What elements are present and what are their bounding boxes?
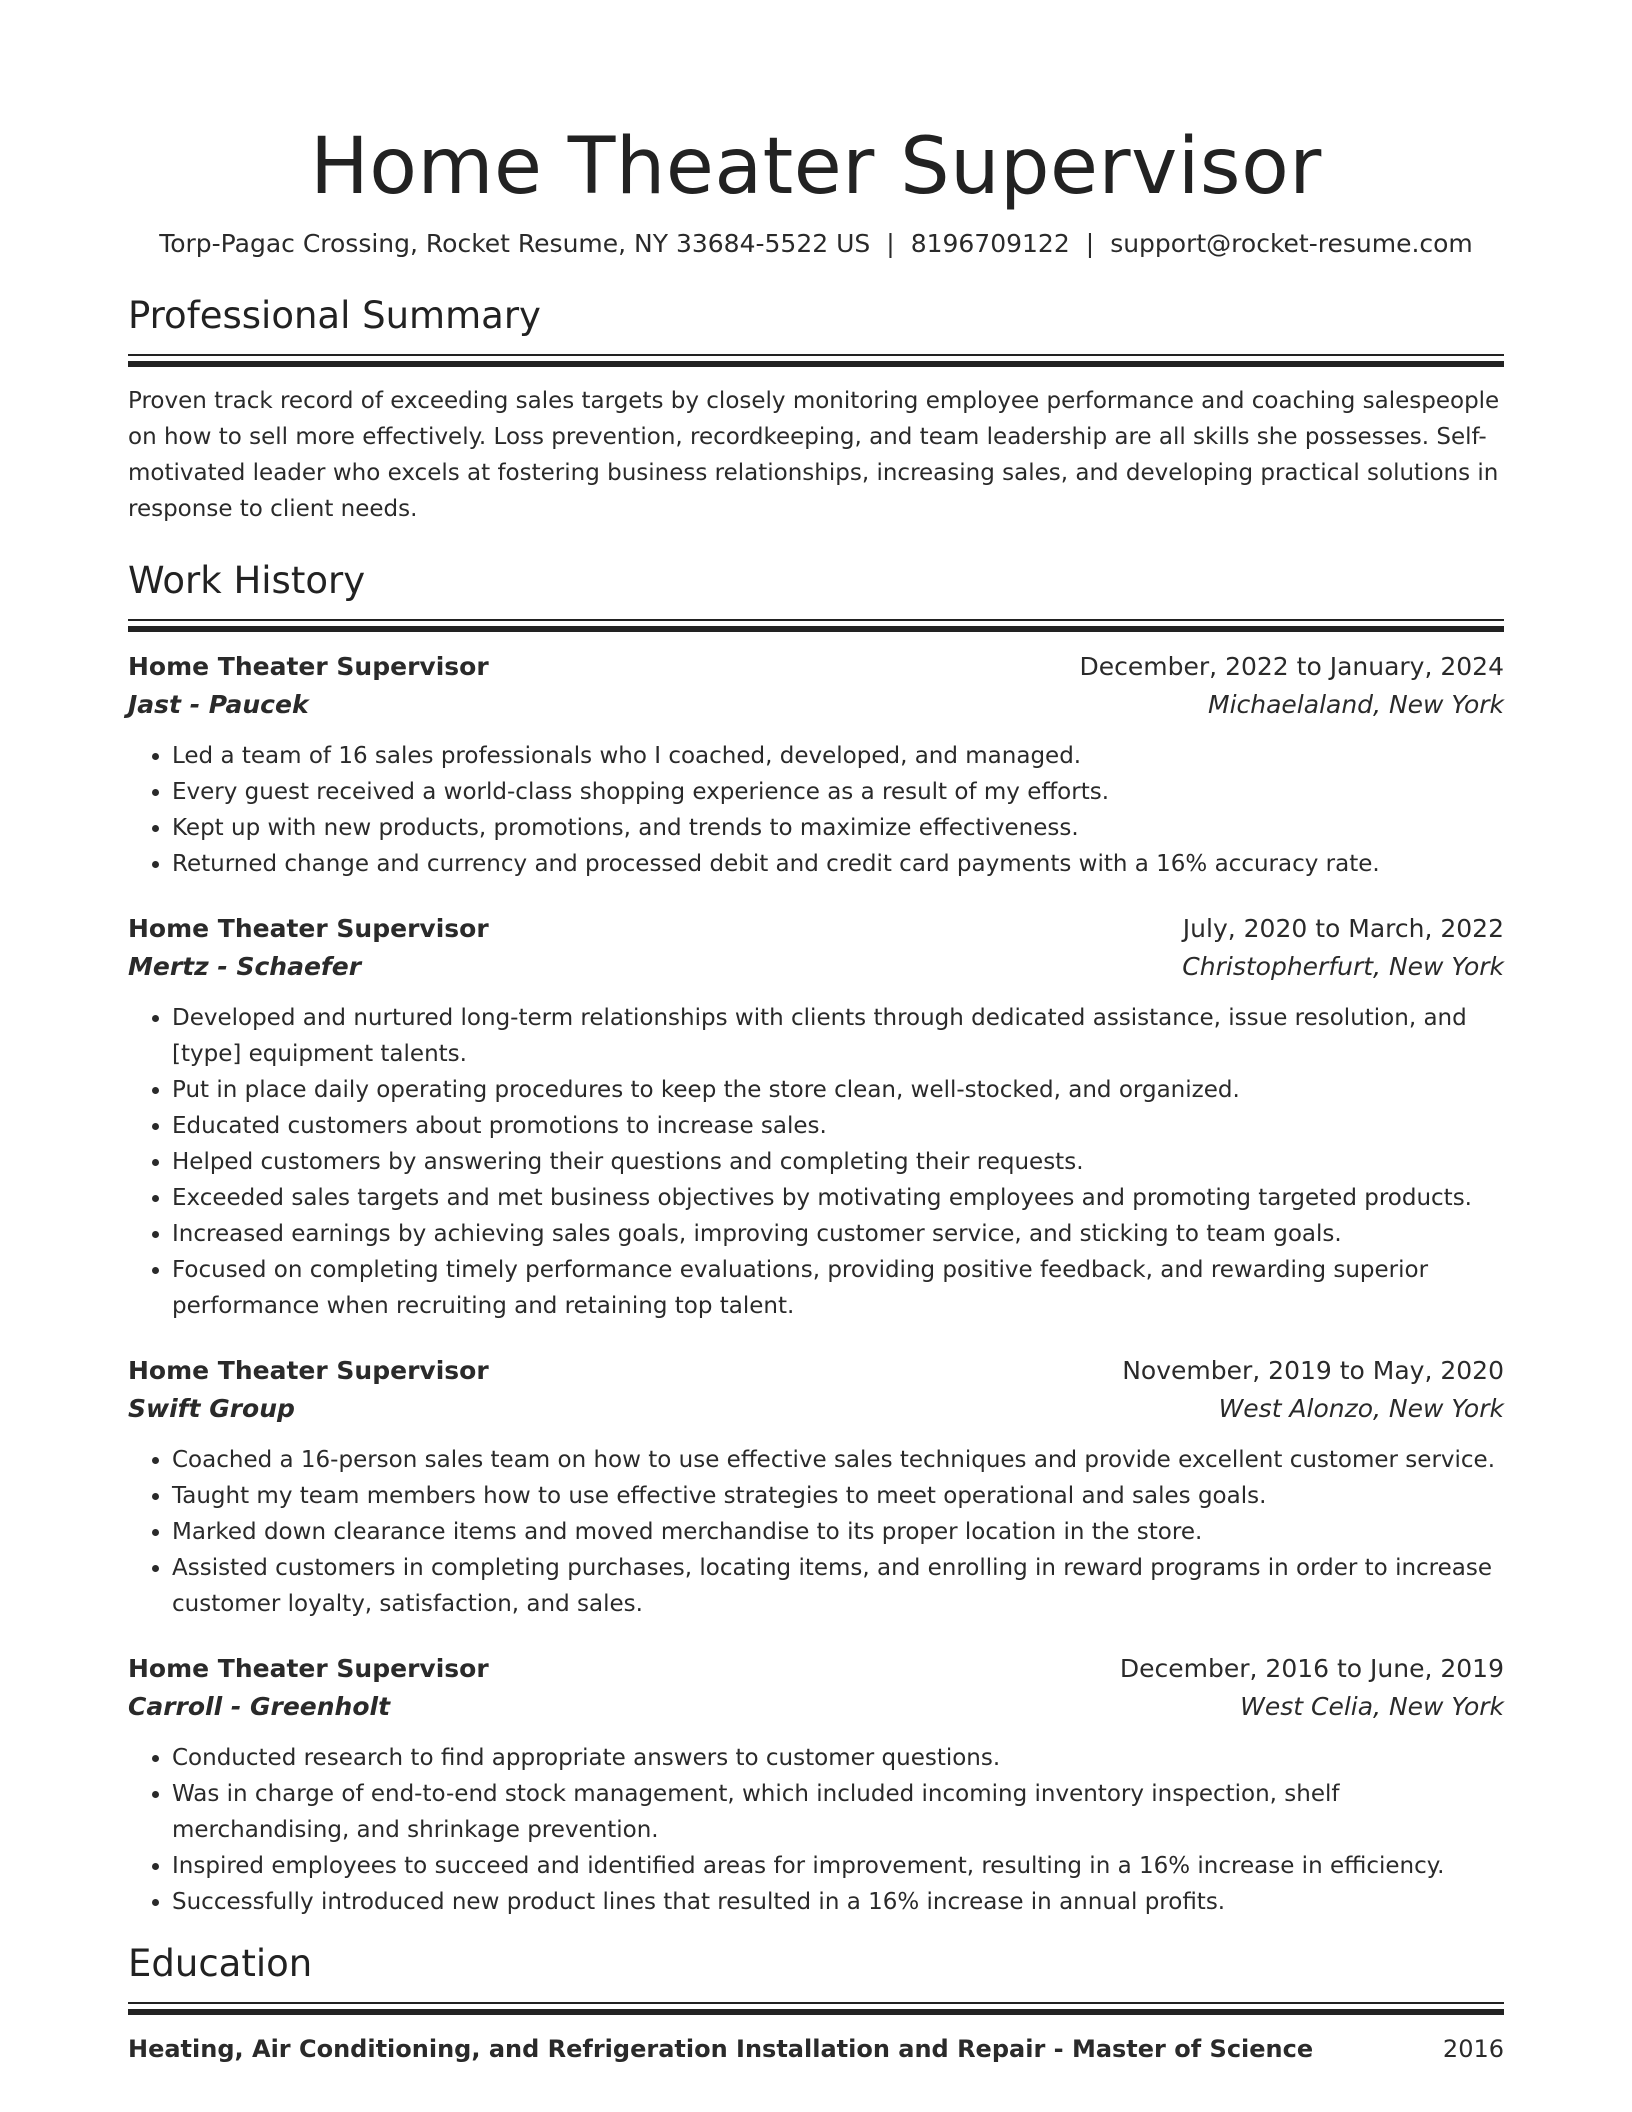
job-entry [128,1352,1504,1622]
job-bullet: • Kept up with new products, promotions, and trends to maximize effectiveness. [172,810,1504,846]
contact-phone: 8196709122 [910,229,1070,258]
job-header [128,648,1504,686]
job-dates: July, 2020 to March, 2022 [1182,914,1504,943]
job-bullet: • Developed and nurtured long-term relationships with clients through dedicated assistance, issue resolution, and [type] equipment talents. [172,1000,1504,1072]
job-header [128,910,1504,948]
job-bullet: • Taught my team members how to use effective strategies to meet operational and sales goals. [172,1478,1504,1514]
resume-name: Home Theater Supervisor [310,122,1322,212]
resume-page [128,118,1504,2067]
job-bullet: • Educated customers about promotions to increase sales. [172,1108,1504,1144]
job-bullet: • Assisted customers in completing purchases, locating items, and enrolling in reward programs in order to increase customer loyalty, satisfaction, and sales. [172,1550,1504,1622]
job-subheader [128,948,1504,986]
job-location: West Alonzo, New York [1218,1394,1504,1423]
job-dates: December, 2022 to January, 2024 [1079,652,1504,681]
job-entry [128,910,1504,1324]
job-subheader [128,1390,1504,1428]
education-section [128,1940,1504,2067]
job-dates: December, 2016 to June, 2019 [1119,1654,1504,1683]
job-company: Swift Group [128,1394,295,1423]
job-location: West Celia, New York [1240,1692,1504,1721]
job-bullets [128,1442,1504,1622]
section-title-education: Education [128,1942,313,1985]
job-location: Michaelaland, New York [1208,690,1504,719]
job-bullet: • Put in place daily operating procedures to keep the store clean, well-stocked, and organized. [172,1072,1504,1108]
contact-line [128,226,1504,262]
job-bullets [128,1000,1504,1324]
job-bullet: • Increased earnings by achieving sales goals, improving customer service, and sticking to team goals. [172,1216,1504,1252]
contact-separator: | [886,229,895,258]
job-bullet: • Coached a 16-person sales team on how to use effective sales techniques and provide excellent customer service. [172,1442,1504,1478]
job-bullet: • Led a team of 16 sales professionals who I coached, developed, and managed. [172,738,1504,774]
job-company: Carroll - Greenholt [128,1692,391,1721]
section-title-summary: Professional Summary [128,294,541,337]
job-bullet: • Inspired employees to succeed and identified areas for improvement, resulting in a 16% increase in efficiency. [172,1848,1504,1884]
job-bullet: • Successfully introduced new product lines that resulted in a 16% increase in annual profits. [172,1884,1504,1920]
job-bullet: • Exceeded sales targets and met business objectives by motivating employees and promoting targeted products. [172,1180,1504,1216]
job-company: Jast - Paucek [128,690,309,719]
job-bullet: • Conducted research to find appropriate answers to customer questions. [172,1740,1504,1776]
section-divider [128,2002,1504,2015]
contact-email: support@rocket-resume.com [1110,229,1473,258]
summary-text: Proven track record of exceeding sales targets by closely monitoring employee performance and coaching salespeople on how to sell more effectively. Loss prevention, recordkeeping, and team leadership are all skills she possesses. Self-motivated leader who excels at fostering business relationships, increasing sales, and developing practical solutions in response to client needs. [128,388,1500,522]
job-entry [128,648,1504,882]
job-title: Home Theater Supervisor [128,1654,489,1683]
job-bullets [128,738,1504,882]
section-divider [128,354,1504,367]
job-bullets [128,1740,1504,1920]
work-history-section [128,557,1504,1920]
job-subheader [128,686,1504,724]
job-bullet: • Was in charge of end-to-end stock management, which included incoming inventory inspection, shelf merchandising, and shrinkage prevention. [172,1776,1504,1848]
job-title: Home Theater Supervisor [128,652,489,681]
job-entry [128,1650,1504,1920]
job-bullet: • Returned change and currency and processed debit and credit card payments with a 16% accuracy rate. [172,846,1504,882]
job-header [128,1650,1504,1688]
job-location: Christopherfurt, New York [1182,952,1504,981]
job-subheader [128,1688,1504,1726]
job-bullet: • Marked down clearance items and moved merchandise to its proper location in the store. [172,1514,1504,1550]
section-divider [128,619,1504,632]
job-title: Home Theater Supervisor [128,914,489,943]
contact-separator: | [1085,229,1095,258]
job-company: Mertz - Schaefer [128,952,362,981]
contact-address: Torp-Pagac Crossing, Rocket Resume, NY 33684-5522 US [159,229,871,258]
education-year: 2016 [1442,2035,1504,2063]
job-dates: November, 2019 to May, 2020 [1122,1356,1504,1385]
job-title: Home Theater Supervisor [128,1356,489,1385]
job-header [128,1352,1504,1390]
summary-section [128,292,1504,527]
job-bullet: • Helped customers by answering their questions and completing their requests. [172,1144,1504,1180]
education-entry [128,2031,1504,2067]
job-bullet: • Every guest received a world-class shopping experience as a result of my efforts. [172,774,1504,810]
education-degree: Heating, Air Conditioning, and Refrigeration Installation and Repair - Master of Science [128,2035,1314,2063]
section-title-work: Work History [128,559,366,602]
job-bullet: • Focused on completing timely performance evaluations, providing positive feedback, and rewarding superior performance when recruiting and retaining top talent. [172,1252,1504,1324]
